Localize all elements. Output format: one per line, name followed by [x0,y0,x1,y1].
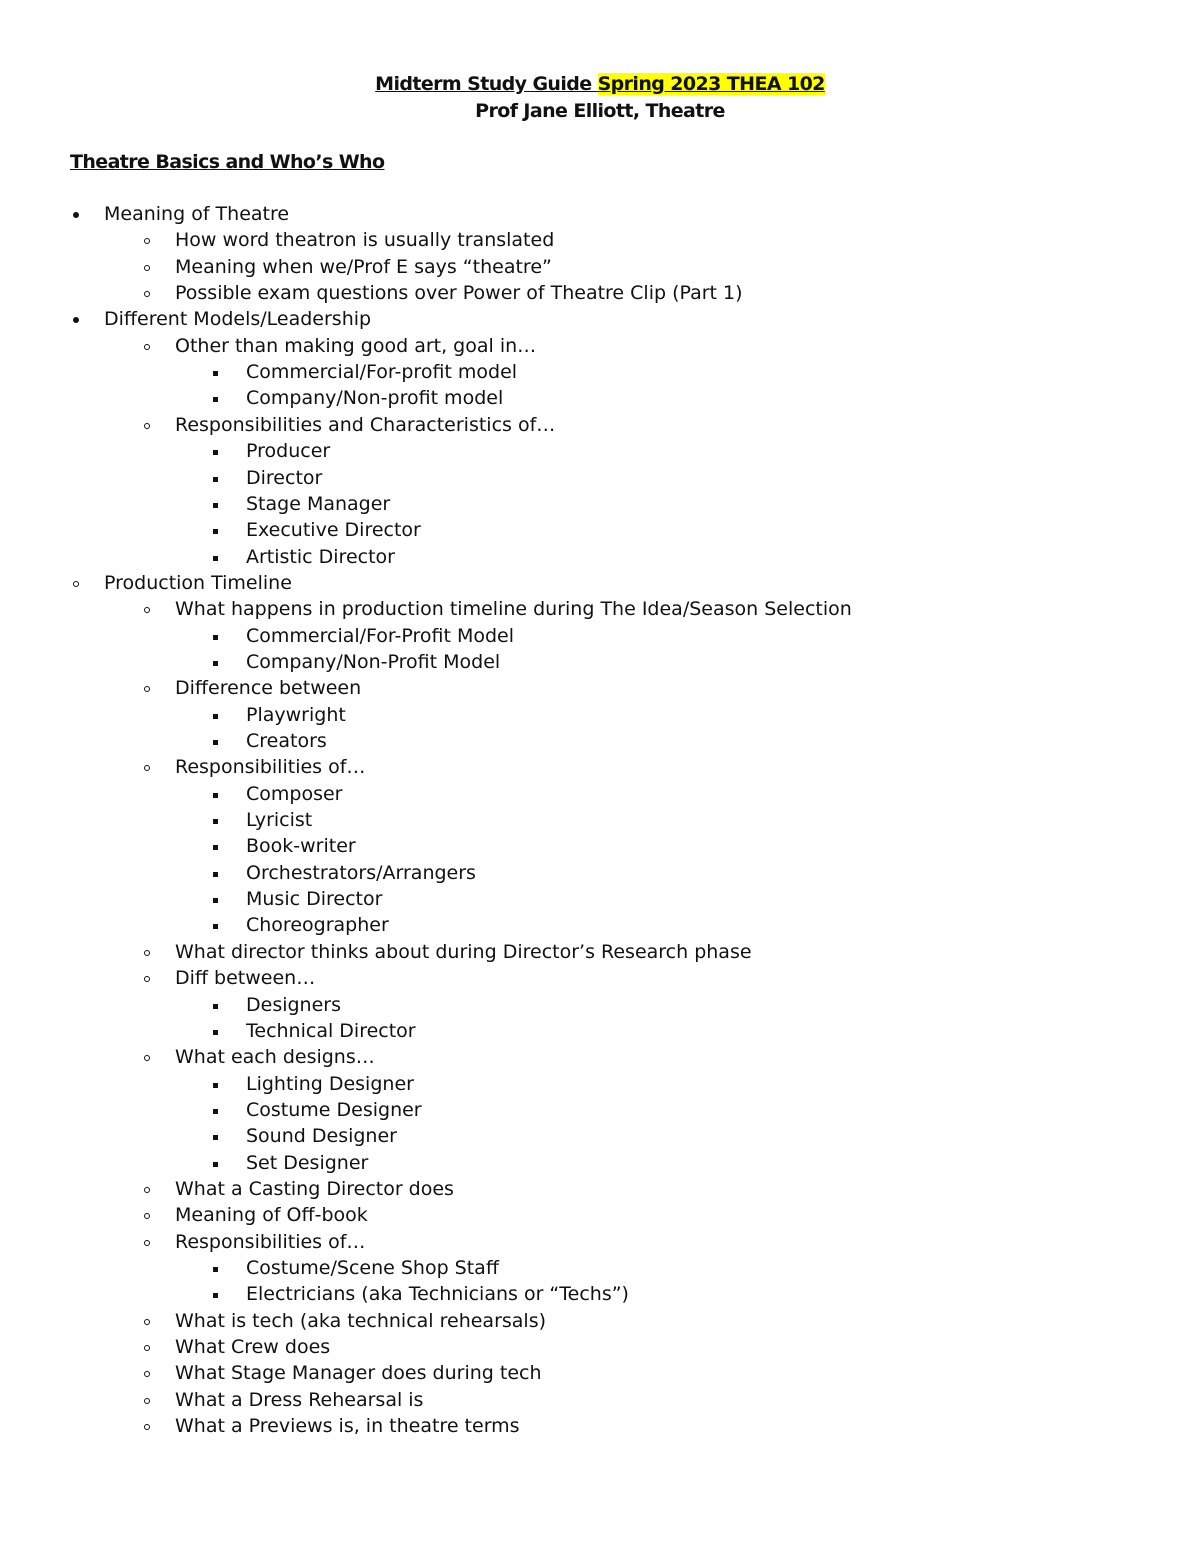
circle-bullet-icon [144,607,150,613]
square-bullet-icon [213,924,218,929]
circle-bullet-icon [144,1371,150,1377]
list-item-text: Choreographer [246,914,389,937]
list-item-text: Technical Director [246,1019,416,1042]
list-item-text: What is tech (aka technical rehearsals) [175,1309,547,1332]
circle-bullet-icon [144,1424,150,1430]
disc-bullet-icon [73,317,79,323]
square-bullet-icon [213,661,218,666]
square-bullet-icon [213,819,218,824]
square-bullet-icon [213,450,218,455]
circle-bullet-icon [144,423,150,429]
list-item-text: What director thinks about during Director’s Research phase [175,940,752,963]
circle-bullet-icon [144,976,150,982]
square-bullet-icon [213,845,218,850]
circle-bullet-icon [144,1240,150,1246]
title-highlight: Spring 2023 THEA 102 [597,73,825,95]
list-item-text: Responsibilities and Characteristics of… [175,413,556,436]
list-item-text: Meaning of Off-book [175,1204,368,1227]
list-item-text: Possible exam questions over Power of Theatre Clip (Part 1) [175,282,743,305]
list-item-text: Orchestrators/Arrangers [246,861,476,884]
list-item-text: Book-writer [246,835,356,858]
square-bullet-icon [213,1030,218,1035]
list-item-text: Responsibilities of… [175,1230,366,1253]
list-item-text: Production Timeline [104,571,292,594]
square-bullet-icon [213,872,218,877]
square-bullet-icon [213,556,218,561]
circle-bullet-icon [144,1398,150,1404]
list-item-text: Artistic Director [246,545,395,568]
square-bullet-icon [213,740,218,745]
list-item-text: Lighting Designer [246,1072,414,1095]
list-item-text: Creators [246,730,327,752]
list-item-text: Responsibilities of… [175,756,366,779]
list-item-text: Stage Manager [246,492,391,515]
circle-bullet-icon [144,238,150,244]
list-item-text: Other than making good art, goal in… [175,334,537,357]
circle-bullet-icon [144,265,150,271]
document-title [0,73,1200,95]
list-item-text: Director [246,466,323,489]
square-bullet-icon [213,635,218,640]
list-item-text: What happens in production timeline during The Idea/Season Selection [175,598,852,621]
list-item-text: Costume/Scene Shop Staff [246,1257,499,1279]
list-item-text: Music Director [246,888,383,911]
list-item-text: Different Models/Leadership [104,308,372,331]
square-bullet-icon [213,898,218,903]
circle-bullet-icon [144,344,150,350]
list-item-text: Set Designer [246,1151,369,1174]
list-item-text: What Crew does [175,1336,331,1359]
square-bullet-icon [213,371,218,376]
circle-bullet-icon [144,765,150,771]
section-heading: Theatre Basics and Who’s Who [70,151,385,173]
square-bullet-icon [213,529,218,534]
list-item-text: Meaning when we/Prof E says “theatre” [175,255,552,278]
square-bullet-icon [213,1083,218,1088]
circle-bullet-icon [144,950,150,956]
circle-bullet-icon [73,581,79,587]
list-item-text: What Stage Manager does during tech [175,1362,542,1385]
list-item-text: What a Previews is, in theatre terms [175,1415,520,1438]
list-item-text: Composer [246,782,343,805]
disc-bullet-icon [73,212,79,218]
square-bullet-icon [213,1293,218,1298]
square-bullet-icon [213,477,218,482]
circle-bullet-icon [144,1187,150,1193]
circle-bullet-icon [144,291,150,297]
list-item-text: Commercial/For-Profit Model [246,624,515,647]
square-bullet-icon [213,397,218,402]
list-item-text: Executive Director [246,519,421,542]
list-item-text: Electricians (aka Technicians or “Techs”) [246,1283,629,1306]
list-item-text: Playwright [246,703,346,726]
circle-bullet-icon [144,1055,150,1061]
list-item-text: What a Dress Rehearsal is [175,1388,424,1411]
circle-bullet-icon [144,1213,150,1219]
list-item-text: Difference between [175,677,362,700]
list-item-text: Company/Non-Profit Model [246,650,501,673]
title-plain: Midterm Study Guide [375,73,598,95]
list-item-text: Meaning of Theatre [104,203,290,225]
list-item-text: Diff between… [175,967,316,990]
list-item-text: Commercial/For-profit model [246,361,518,384]
circle-bullet-icon [144,1319,150,1325]
square-bullet-icon [213,503,218,508]
square-bullet-icon [213,1162,218,1167]
circle-bullet-icon [144,686,150,692]
square-bullet-icon [213,714,218,719]
list-item-text: Sound Designer [246,1125,397,1148]
square-bullet-icon [213,1109,218,1114]
square-bullet-icon [213,793,218,798]
square-bullet-icon [213,1135,218,1140]
circle-bullet-icon [144,1345,150,1351]
square-bullet-icon [213,1267,218,1272]
list-item-text: Designers [246,993,341,1016]
list-item-text: Producer [246,440,331,463]
list-item-text: Company/Non-profit model [246,387,504,410]
list-item-text: What each designs… [175,1046,375,1069]
document-subtitle: Prof Jane Elliott, Theatre [475,100,725,122]
list-item-text: Costume Designer [246,1098,422,1121]
square-bullet-icon [213,1004,218,1009]
list-item-text: Lyricist [246,809,313,832]
list-item-text: How word theatron is usually translated [175,229,555,252]
list-item-text: What a Casting Director does [175,1177,454,1200]
